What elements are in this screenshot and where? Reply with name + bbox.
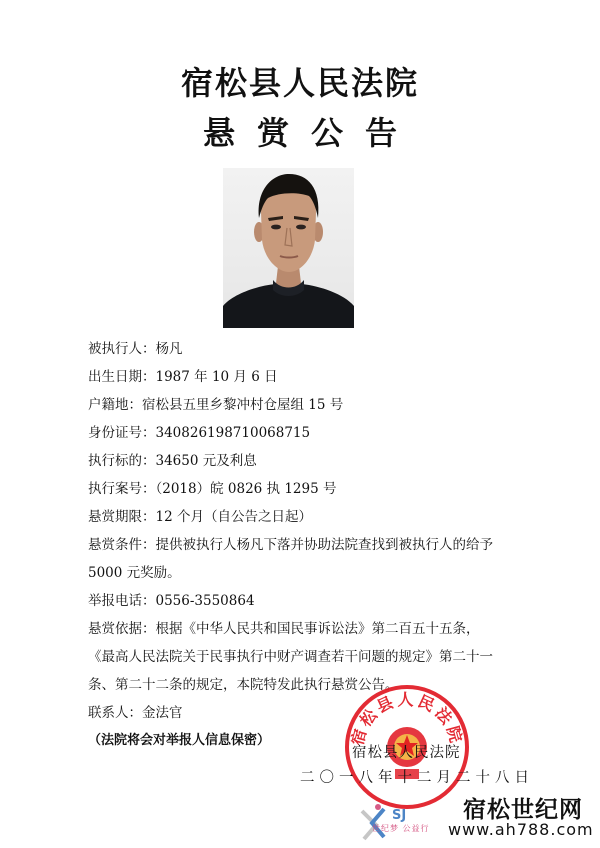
field-debtor: 被执行人：杨凡: [88, 341, 183, 357]
field-birth-date: 出生日期：1987 年 10 月 6 日: [88, 369, 278, 385]
field-report-phone: 举报电话：0556-3550864: [88, 593, 255, 609]
watermark-site-name: 宿松世纪网: [463, 797, 583, 823]
watermark-slogan: 世纪梦 公益行: [372, 824, 430, 833]
court-title: 宿松县人民法院: [180, 64, 419, 102]
field-legal-basis-cont2: 条、第二十二条的规定，本院特发此执行悬赏公告。: [88, 677, 399, 693]
signing-court: 宿松县人民法院: [352, 745, 461, 761]
field-legal-basis: 悬赏依据：根据《中华人民共和国民事诉讼法》第二百五十五条，: [88, 621, 480, 637]
field-case-number: 执行案号：（2018）皖 0826 执 1295 号: [88, 481, 337, 497]
field-reward-period: 悬赏期限：12 个月（自公告之日起）: [88, 509, 312, 525]
field-reward-conditions-cont: 5000 元奖励。: [88, 565, 181, 581]
signing-date: 二〇一八年十二月二十八日: [300, 770, 534, 786]
svg-text:宿松县人民法院: 宿松县人民法院: [347, 690, 467, 748]
person-portrait-icon: [223, 168, 354, 328]
field-domicile: 户籍地：宿松县五里乡黎冲村仓屋组 15 号: [88, 397, 344, 413]
field-contact: 联系人：金法官: [88, 705, 183, 721]
field-legal-basis-cont1: 《最高人民法院关于民事执行中财产调查若干问题的规定》第二十一: [88, 649, 493, 665]
suspect-photo: [223, 168, 354, 328]
svg-text:SJ: SJ: [392, 808, 407, 823]
field-id-number: 身份证号：340826198710068715: [88, 425, 311, 441]
field-enforcement-amount: 执行标的：34650 元及利息: [88, 453, 257, 469]
field-reward-conditions: 悬赏条件：提供被执行人杨凡下落并协助法院查找到被执行人的给予: [88, 537, 493, 553]
field-confidentiality-note: （法院将会对举报人信息保密）: [88, 733, 271, 748]
watermark-url: www.ah788.com: [448, 820, 594, 839]
notice-title: 悬赏公告: [202, 114, 419, 152]
